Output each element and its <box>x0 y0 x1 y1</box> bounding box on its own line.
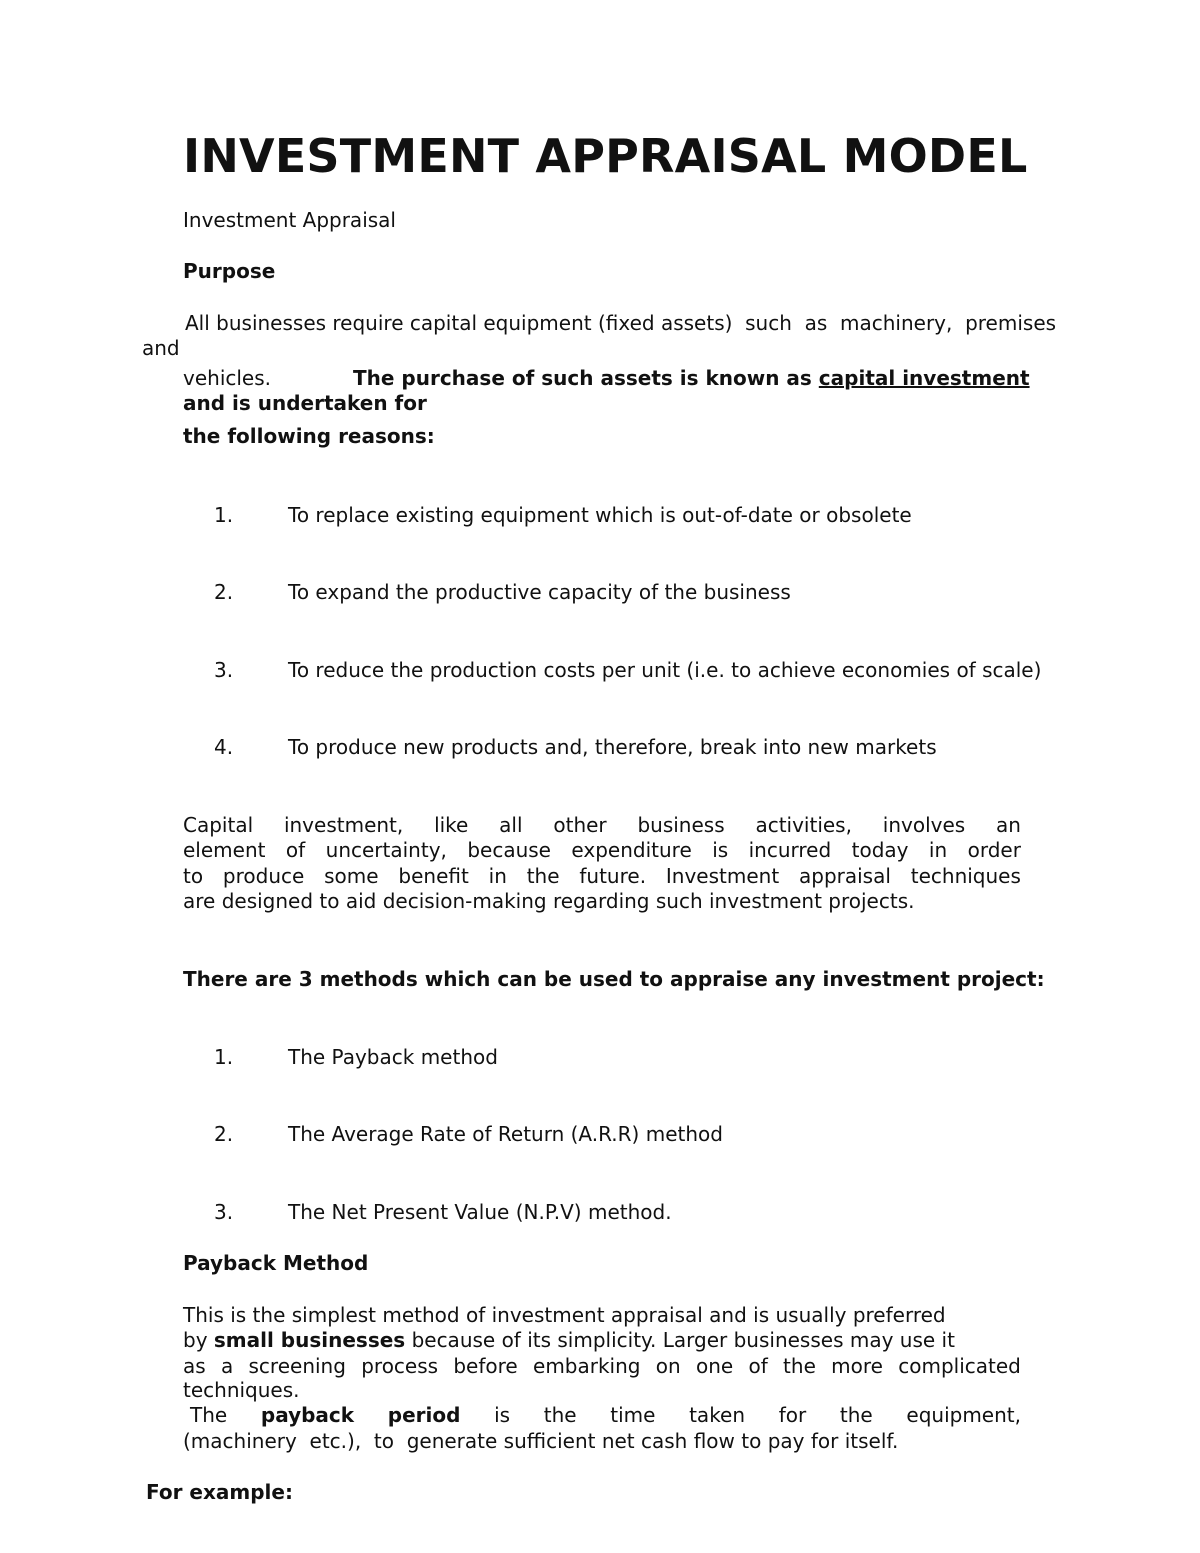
word: uncertainty, <box>325 838 447 862</box>
capital-investment-term: capital investment <box>818 366 1030 390</box>
capital-para-line-3 <box>183 864 1021 889</box>
intro-line-5: the following reasons: <box>183 424 435 448</box>
methods-heading: There are 3 methods which can be used to appraise any investment project: <box>183 967 1045 991</box>
reason-text-1: To replace existing equipment which is out-of-date or obsolete <box>288 503 912 527</box>
reason-text-2: To expand the productive capacity of the business <box>288 580 791 604</box>
intro-line-2: and <box>142 336 180 360</box>
word: an <box>996 813 1021 837</box>
word: as <box>183 1354 206 1378</box>
payback-para-line-3 <box>183 1354 1021 1379</box>
payback-para-line-5 <box>190 1403 1021 1428</box>
document-title: INVESTMENT APPRAISAL MODEL <box>183 129 1028 183</box>
word: the <box>526 864 560 888</box>
capital-para-line-4: are designed to aid decision-making regarding such investment projects. <box>183 889 915 913</box>
payback-heading: Payback Method <box>183 1251 369 1275</box>
word: today <box>851 838 909 862</box>
word: to <box>183 864 204 888</box>
intro-line-1 <box>185 311 1124 336</box>
word: equipment, <box>906 1403 1021 1427</box>
word: more <box>831 1354 883 1378</box>
intro-vehicles-text: vehicles. <box>183 366 272 390</box>
word: produce <box>222 864 305 888</box>
word: involves <box>882 813 966 837</box>
intro-line-3 <box>183 366 271 391</box>
word: of <box>748 1354 768 1378</box>
word: order <box>967 838 1021 862</box>
word: a <box>220 1354 234 1378</box>
word: is <box>494 1403 511 1427</box>
reason-number-1: 1. <box>214 503 234 527</box>
reason-number-3: 3. <box>214 658 234 682</box>
word: benefit <box>398 864 469 888</box>
small-businesses-term: small businesses <box>213 1328 406 1352</box>
word: appraisal <box>799 864 891 888</box>
period-term: period <box>387 1403 461 1427</box>
word: because of its simplicity. Larger businesses may use it <box>411 1328 955 1352</box>
method-text-1: The Payback method <box>288 1045 498 1069</box>
word: the <box>839 1403 873 1427</box>
word: element <box>183 838 266 862</box>
payback-para-line-2 <box>183 1328 955 1353</box>
word: is <box>712 838 729 862</box>
word: process <box>361 1354 439 1378</box>
payback-para-line-1: This is the simplest method of investment appraisal and is usually preferred <box>183 1303 946 1327</box>
method-number-3: 3. <box>214 1200 234 1224</box>
word: incurred <box>748 838 832 862</box>
capital-para-line-1 <box>183 813 1021 838</box>
document-subtitle: Investment Appraisal <box>183 208 396 232</box>
payback-para-line-6: (machinery etc.), to generate sufficient net cash flow to pay for itself. <box>183 1429 899 1453</box>
word: some <box>324 864 379 888</box>
reason-text-3: To reduce the production costs per unit (i.e. to achieve economies of scale) <box>288 658 1042 682</box>
word: the <box>783 1354 816 1378</box>
word: investment, <box>283 813 404 837</box>
word: The <box>190 1403 228 1427</box>
reason-number-4: 4. <box>214 735 234 759</box>
word: for <box>778 1403 807 1427</box>
method-number-1: 1. <box>214 1045 234 1069</box>
word: of <box>285 838 306 862</box>
word: by <box>183 1328 208 1352</box>
word: before <box>453 1354 518 1378</box>
word: Capital <box>183 813 254 837</box>
word: techniques <box>910 864 1021 888</box>
word: on <box>655 1354 681 1378</box>
word: business <box>637 813 725 837</box>
word: expenditure <box>571 838 692 862</box>
word: because <box>467 838 551 862</box>
word: like <box>434 813 469 837</box>
intro-line-1-text: All businesses require capital equipment (fixed assets) such as machinery, premises <box>185 311 1057 335</box>
purpose-heading: Purpose <box>183 259 276 283</box>
method-number-2: 2. <box>214 1122 234 1146</box>
method-text-2: The Average Rate of Return (A.R.R) method <box>288 1122 723 1146</box>
word: in <box>928 838 948 862</box>
word: the <box>543 1403 577 1427</box>
reason-text-4: To produce new products and, therefore, break into new markets <box>288 735 937 759</box>
word: activities, <box>755 813 852 837</box>
word: taken <box>689 1403 746 1427</box>
payback-para-line-4: techniques. <box>183 1378 300 1402</box>
word: screening <box>248 1354 346 1378</box>
method-text-3: The Net Present Value (N.P.V) method. <box>288 1200 672 1224</box>
word: other <box>553 813 607 837</box>
intro-line-4: and is undertaken for <box>183 391 427 415</box>
payback-term: payback <box>260 1403 355 1427</box>
word: complicated <box>898 1354 1021 1378</box>
intro-line-3-bold <box>353 366 1030 391</box>
word: one <box>695 1354 734 1378</box>
word: embarking <box>533 1354 641 1378</box>
word: Investment <box>665 864 780 888</box>
word: all <box>499 813 523 837</box>
example-heading: For example: <box>146 1480 293 1504</box>
word: future. <box>579 864 647 888</box>
word: in <box>488 864 507 888</box>
word: time <box>610 1403 656 1427</box>
reason-number-2: 2. <box>214 580 234 604</box>
intro-purchase-text: The purchase of such assets is known as <box>353 366 812 390</box>
capital-para-line-2 <box>183 838 1021 863</box>
